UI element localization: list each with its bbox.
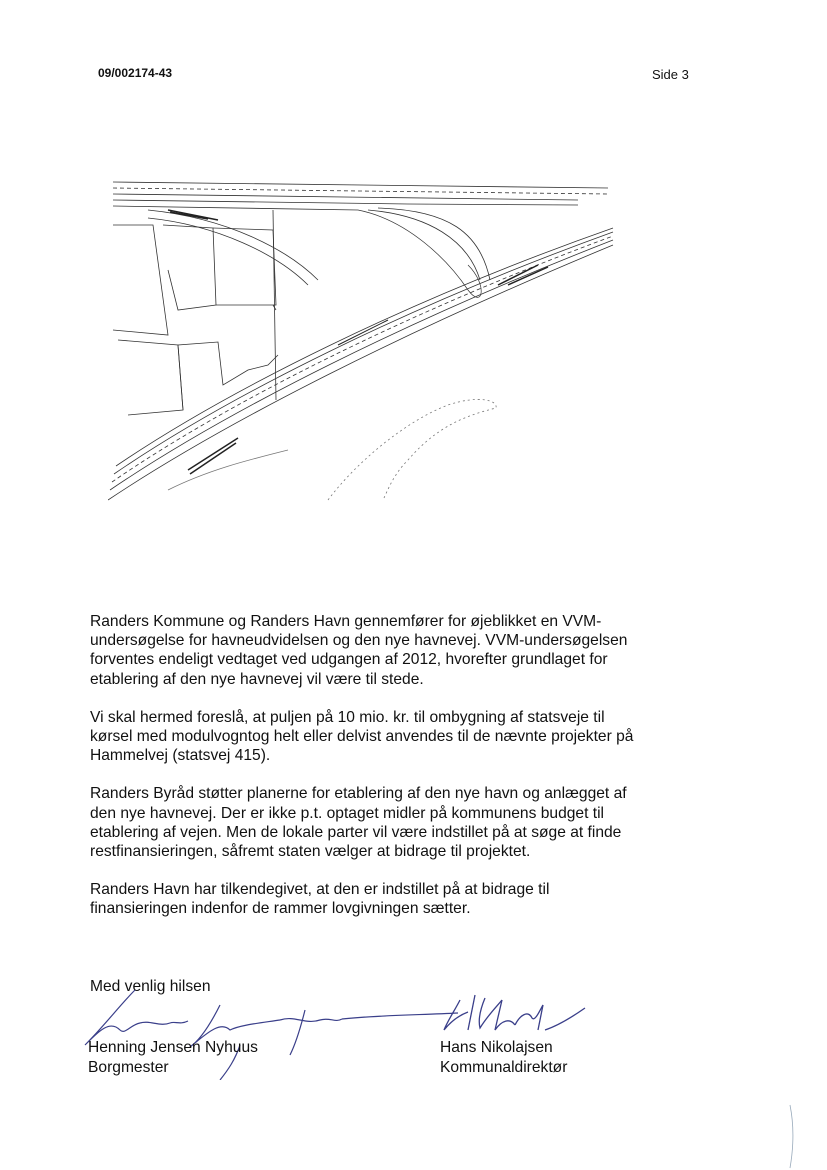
paragraph-vvm: Randers Kommune og Randers Havn gennemfører for øjeblikket en VVM-undersøgelse for havneudvidelsen og den nye havnevej. VVM-undersøgelsen forventes endeligt vedtaget ved udgangen af 2012, hvorefter grundlaget for etablering af den nye havnevej vil være til stede. <box>90 613 628 688</box>
paragraph-city-council: Randers Byråd støtter planerne for etablering af den nye havn og anlægget af den nye havnevej. Der er ikke p.t. optaget midler på kommunens budget til etablering af vejen. Men de lokale parter vil være indstillet på at søge at finde restfinansieringen, såfremt staten vælger at bidrage til projektet. <box>90 785 627 861</box>
page-number: Side 3 <box>652 67 689 82</box>
signatory-title: Kommunaldirektør <box>440 1059 568 1076</box>
road-plan-drawing <box>108 170 628 510</box>
signatory-director <box>440 1038 567 1078</box>
closing-greeting: Med venlig hilsen <box>90 978 211 995</box>
document-number: 09/002174-43 <box>98 66 173 80</box>
letter-body <box>90 612 650 938</box>
signatory-name: Hans Nikolajsen <box>440 1039 553 1056</box>
handwritten-signature-right <box>440 990 590 1040</box>
paragraph-harbour: Randers Havn har tilkendegivet, at den er indstillet på at bidrage til finansieringen indenfor de rammer lovgivningen sætter. <box>90 881 550 918</box>
signatory-mayor <box>88 1038 258 1078</box>
signatory-title: Borgmester <box>88 1059 169 1076</box>
scan-mark <box>780 1100 800 1170</box>
paragraph-proposal: Vi skal hermed foreslå, at puljen på 10 mio. kr. til ombygning af statsveje til kørsel med modulvogntog helt eller delvist anvendes til de nævnte projekter på Hammelvej (statsvej 415). <box>90 708 634 765</box>
signatory-name: Henning Jensen Nyhuus <box>88 1039 258 1056</box>
